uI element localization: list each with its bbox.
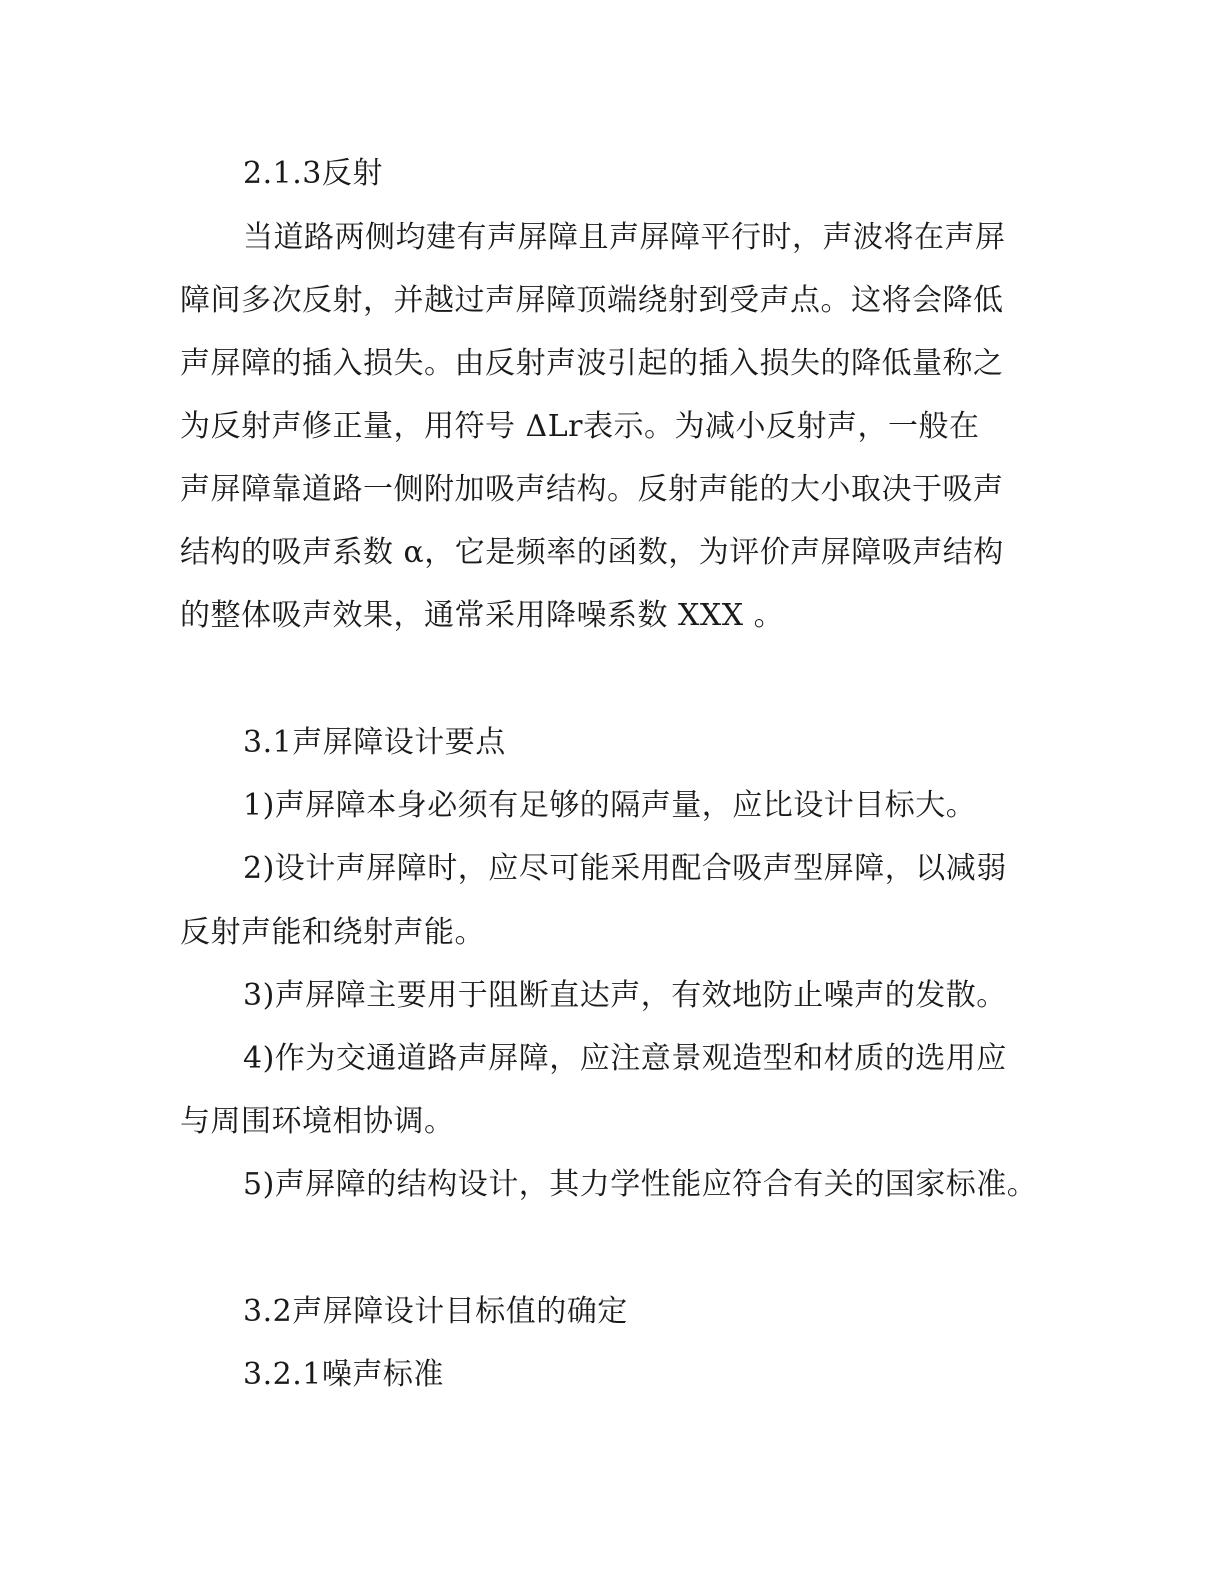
paragraph-line: 的整体吸声效果，通常采用降噪系数 XXX 。 [180, 598, 785, 633]
list-item: 5)声屏障的结构设计，其力学性能应符合有关的国家标准。 [243, 1167, 1038, 1202]
section-subheading-3-2-1: 3.2.1噪声标准 [243, 1357, 444, 1392]
list-item-continuation: 与周围环境相协调。 [180, 1104, 455, 1139]
list-item-continuation: 反射声能和绕射声能。 [180, 915, 485, 950]
section-heading-3-1: 3.1声屏障设计要点 [243, 725, 506, 760]
list-item: 2)设计声屏障时，应尽可能采用配合吸声型屏障，以减弱 [243, 851, 1007, 886]
paragraph-line: 当道路两侧均建有声屏障且声屏障平行时，声波将在声屏 [243, 220, 1006, 255]
list-item: 1)声屏障本身必须有足够的隔声量，应比设计目标大。 [243, 788, 977, 823]
section-heading-2-1-3: 2.1.3反射 [243, 156, 383, 191]
paragraph-line: 声屏障靠道路一侧附加吸声结构。反射声能的大小取决于吸声 [180, 472, 1004, 507]
section-heading-3-2: 3.2声屏障设计目标值的确定 [243, 1294, 628, 1329]
paragraph-line: 障间多次反射，并越过声屏障顶端绕射到受声点。这将会降低 [180, 283, 1004, 318]
paragraph-line: 结构的吸声系数 α，它是频率的函数，为评价声屏障吸声结构 [180, 535, 1004, 570]
paragraph-line: 为反射声修正量，用符号 ΔLr表示。为减小反射声，一般在 [180, 409, 980, 444]
list-item: 4)作为交通道路声屏障，应注意景观造型和材质的选用应 [243, 1041, 1007, 1076]
paragraph-line: 声屏障的插入损失。由反射声波引起的插入损失的降低量称之 [180, 346, 1004, 381]
list-item: 3)声屏障主要用于阻断直达声，有效地防止噪声的发散。 [243, 978, 1007, 1013]
